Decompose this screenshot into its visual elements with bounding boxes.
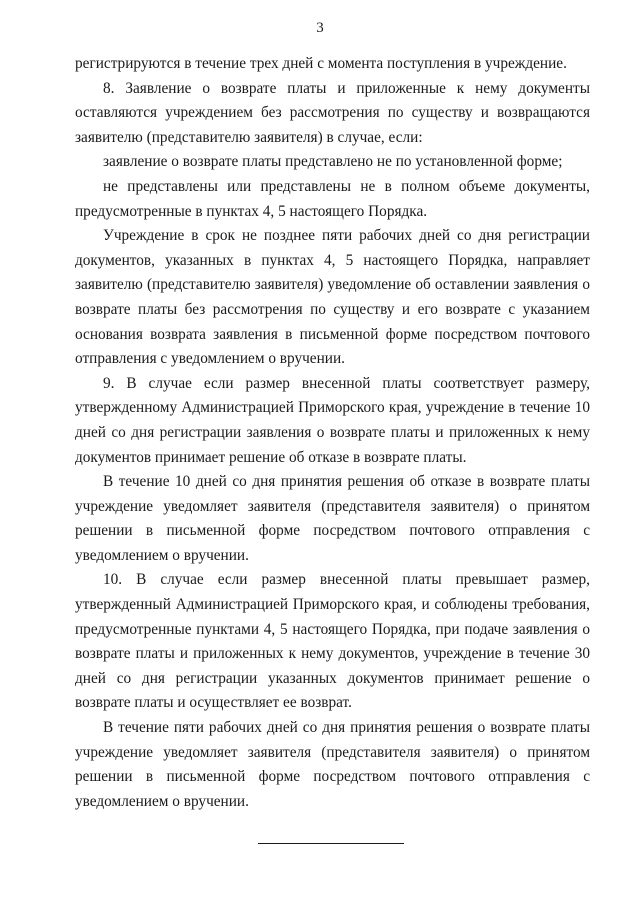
page-number: 3 xyxy=(316,20,324,36)
paragraph-notice-return: Учреждение в срок не позднее пяти рабочих дней со дня регистрации документов, указанных в пунктах 4, 5 настоящего Порядка, направляет заявителю (представителю заявителя) уведомление об оставлении заявления о возврате платы без рассмотрения по существу и его возврате с указанием основания возврата заявления в письменной форме посредством почтового отправления с уведомлением о вручении. xyxy=(75,227,590,368)
paragraph-condition-documents: не представлены или представлены не в полном объеме документы, предусмотренные в пунктах 4, 5 настоящего Порядка. xyxy=(75,177,590,220)
paragraph-item-9: 9. В случае если размер внесенной платы соответствует размеру, утвержденному Администрацией Приморского края, учреждение в течение 10 дней со дня регистрации заявления о возврате платы и приложенных к нему документов принимает решение об отказе в возврате платы. xyxy=(75,374,590,466)
closing-divider xyxy=(258,843,404,844)
paragraph-notice-decision: В течение пяти рабочих дней со дня принятия решения о возврате платы учреждение уведомляет заявителя (представителя заявителя) о принятом решении в письменной форме посредством почтового отправления с уведомлением о вручении. xyxy=(75,719,590,810)
paragraph-condition-form: заявление о возврате платы представлено не по установленной форме; xyxy=(103,153,563,171)
paragraph-item-10: 10. В случае если размер внесенной платы превышает размер, утвержденный Администрацией Приморского края, и соблюдены требования, предусмотренные пунктами 4, 5 настоящего Порядка, при подаче заявления о возврате платы и приложенных к нему документов, учреждение в течение 30 дней со дня регистрации указанных документов принимает решение о возврате платы и осуществляет ее возврат. xyxy=(75,571,590,712)
paragraph-item-8: 8. Заявление о возврате платы и приложенные к нему документы оставляются учреждением без рассмотрения по существу и возвращаются заявителю (представителю заявителя) в случае, если: xyxy=(75,79,590,146)
paragraph-notice-refusal: В течение 10 дней со дня принятия решения об отказе в возврате платы учреждение уведомляет заявителя (представителя заявителя) о принятом решении в письменной форме посредством почтового отправления с уведомлением о вручении. xyxy=(75,473,590,564)
paragraph-continuation: регистрируются в течение трех дней с момента поступления в учреждение. xyxy=(75,55,567,72)
document-body xyxy=(75,52,590,814)
